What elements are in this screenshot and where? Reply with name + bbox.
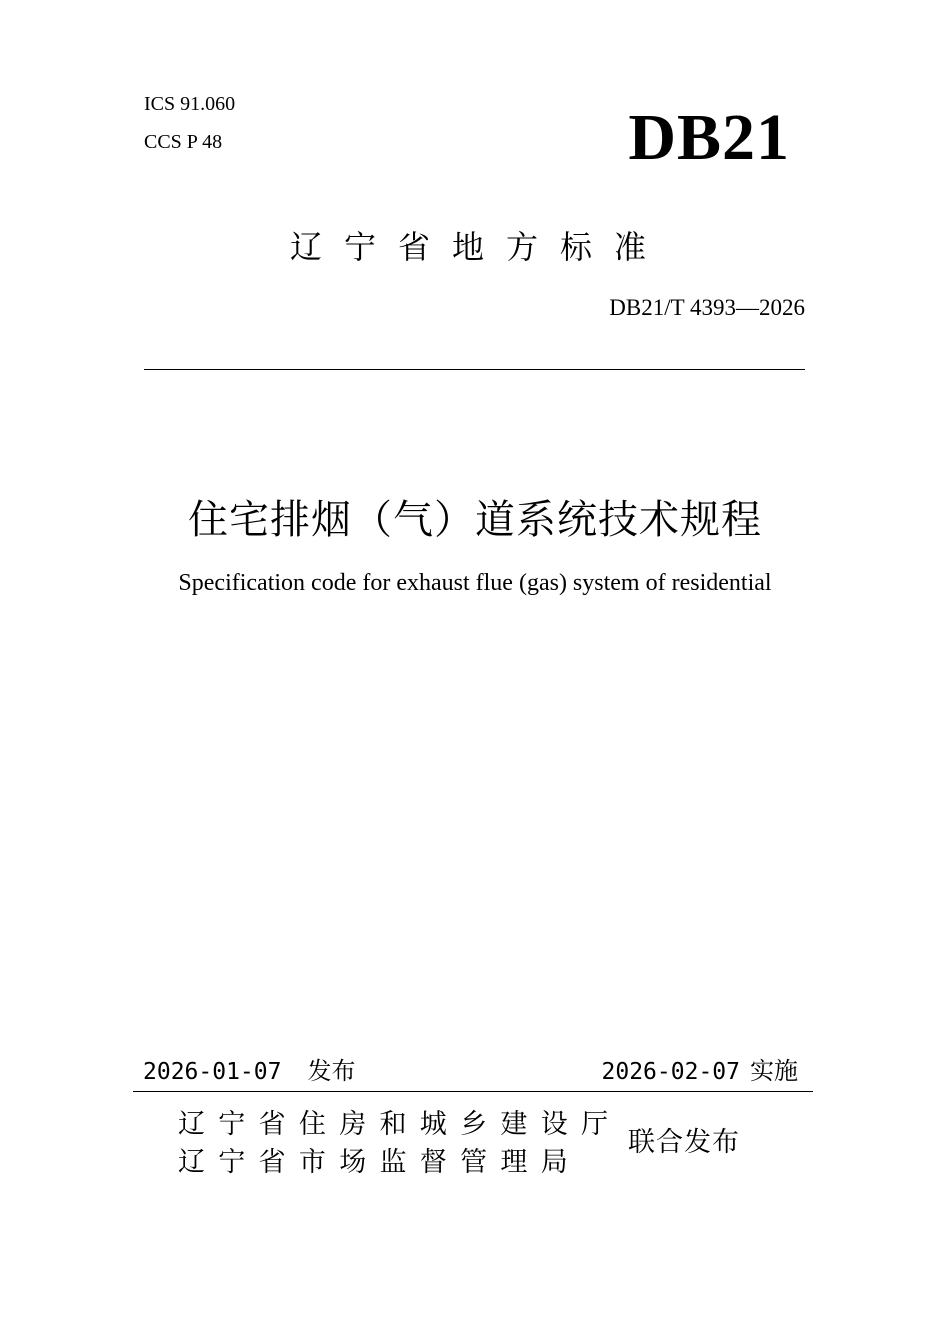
- standard-number: DB21/T 4393—2026: [609, 295, 805, 320]
- effective-label: 实施: [750, 1057, 798, 1085]
- ccs-code: CCS P 48: [144, 131, 223, 153]
- publish-date: 2026-01-07: [143, 1059, 282, 1085]
- effective-date-block: [602, 1056, 798, 1087]
- publish-date-block: [143, 1056, 355, 1087]
- issuer-market-regulation-bureau: 辽宁省市场监督管理局: [178, 1147, 581, 1178]
- bottom-divider: [133, 1091, 813, 1092]
- issuer-housing-department: 辽宁省住房和城乡建设厅: [178, 1109, 622, 1140]
- top-divider: [144, 369, 805, 370]
- effective-date: 2026-02-07: [601, 1059, 740, 1085]
- publish-label: 发布: [307, 1057, 356, 1085]
- ics-code: ICS 91.060: [144, 93, 236, 115]
- title-chinese: 住宅排烟（气）道系统技术规程: [188, 497, 762, 543]
- title-english: Specification code for exhaust flue (gas) system of residential: [178, 570, 772, 596]
- db-mark: DB21: [628, 101, 790, 174]
- standard-type: 辽宁省地方标准: [289, 228, 668, 266]
- joint-issue-label: 联合发布: [628, 1127, 740, 1158]
